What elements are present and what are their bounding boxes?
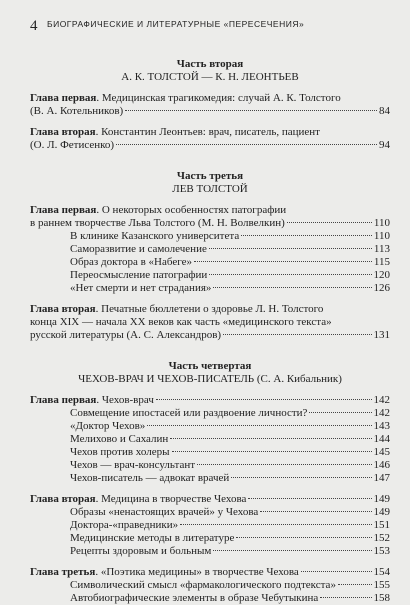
chapter-title: . Медицинская трагикомедия: случай А. К. Толстого [96,92,341,104]
dot-leader [248,498,371,499]
subsection-item [70,592,390,605]
page-ref: 94 [379,139,390,151]
page-ref: 142 [373,407,390,419]
subsection-title: Переосмысление патографии [70,269,208,281]
dot-leader [320,597,371,598]
dot-leader [116,144,377,145]
page-ref: 84 [379,105,390,117]
dot-leader [197,464,371,465]
toc-entry [30,126,390,152]
dot-leader [156,399,372,400]
running-title: БИОГРАФИЧЕСКИЕ И ЛИТЕРАТУРНЫЕ «ПЕРЕСЕЧЕНИЯ» [47,19,305,29]
dot-leader [172,451,372,452]
subsection-item [70,579,390,592]
chapter-author: русской литературы (А. С. Александров) [30,329,222,341]
dot-leader [209,248,372,249]
subsection-item [70,282,390,295]
page-ref: 153 [373,545,390,557]
subsection-item [70,433,390,446]
part-title: Часть третья [176,170,244,182]
page-number: 4 [30,18,38,34]
subsection-list [70,407,390,485]
table-of-contents [30,58,390,605]
toc-entry [30,566,390,605]
subsection-title: «Нет смерти и нет страдания» [70,282,212,294]
chapter-title: . Печатные бюллетени о здоровье Л. Н. Толстого [95,303,324,315]
page-header [30,18,304,35]
dot-leader [170,438,371,439]
page-ref: 147 [373,472,390,484]
page-ref: 144 [373,433,390,445]
part-three [30,170,390,342]
part-four [30,360,390,605]
part-title: Часть четвертая [168,360,252,372]
subsection-list [70,230,390,295]
chapter-title-cont: в раннем творчестве Льва Толстого (М. Н. Волвелкин) [30,217,285,229]
dot-leader [231,477,371,478]
page-ref: 158 [373,592,390,604]
subsection-item [70,519,390,532]
page-ref: 155 [373,579,390,591]
chapter-label: Глава вторая [30,126,96,138]
subsection-title: Чехов против холеры [70,446,170,458]
dot-leader [147,425,371,426]
chapter-label: Глава первая [30,204,97,216]
chapter-title: . О некоторых особенностях патографии [96,204,287,216]
dot-leader [213,287,371,288]
subsection-list [70,506,390,558]
subsection-title: Символический смысл «фармакологического подтекста» [70,579,336,591]
page-ref: 149 [373,493,390,505]
toc-entry [30,92,390,118]
subsection-title: Чехов — врач-консультант [70,459,196,471]
page-ref: 154 [373,566,390,578]
subsection-item [70,256,390,269]
page-ref: 142 [373,394,390,406]
page-ref: 151 [373,519,390,531]
dot-leader [236,537,371,538]
dot-leader [309,412,371,413]
subsection-item [70,532,390,545]
subsection-item [70,446,390,459]
page-ref: 113 [373,243,390,255]
subsection-list [70,579,390,605]
chapter-title-cont: конца XIX — начала XX веков как часть «медицинского текста» [30,316,332,328]
page-ref: 126 [373,282,390,294]
subsection-title: Медицинские методы в литературе [70,532,235,544]
subsection-title: Саморазвитие и самолечение [70,243,207,255]
toc-entry [30,303,390,342]
chapter-label: Глава первая [30,394,97,406]
part-subtitle: ЛЕВ ТОЛСТОЙ [172,183,248,195]
chapter-author: (О. Л. Фетисенко) [30,139,115,151]
dot-leader [213,550,371,551]
subsection-item [70,407,390,420]
subsection-item [70,506,390,519]
subsection-title: Мелихово и Сахалин [70,433,169,445]
dot-leader [223,334,371,335]
dot-leader [287,222,372,223]
page-ref: 115 [373,256,390,268]
dot-leader [209,274,371,275]
page-ref: 131 [373,329,390,341]
subsection-title: Совмещение ипостасей или раздвоение личности? [70,407,308,419]
page-ref: 110 [373,230,390,242]
chapter-label: Глава третья [30,566,96,578]
subsection-title: Рецепты здоровым и больным [70,545,212,557]
page-ref: 145 [373,446,390,458]
subsection-title: Автобиографические элементы в образе Чебутыкина [70,592,319,604]
part-subtitle: А. К. ТОЛСТОЙ — К. Н. ЛЕОНТЬЕВ [121,71,299,83]
chapter-author: (В. А. Котельников) [30,105,124,117]
subsection-title: «Доктор Чехов» [70,420,146,432]
toc-entry [30,204,390,295]
chapter-title: . «Поэтика медицины» в творчестве Чехова [95,566,299,578]
dot-leader [338,584,372,585]
dot-leader [301,571,372,572]
subsection-item [70,472,390,485]
subsection-item [70,243,390,256]
dot-leader [180,524,371,525]
dot-leader [125,110,377,111]
subsection-title: Образ доктора в «Набеге» [70,256,192,268]
subsection-title: В клинике Казанского университета [70,230,240,242]
part-two [30,58,390,152]
toc-entry [30,493,390,558]
subsection-title: Доктора-«праведники» [70,519,179,531]
part-subtitle: ЧЕХОВ-ВРАЧ И ЧЕХОВ-ПИСАТЕЛЬ (С. А. Кибальник) [78,373,342,385]
chapter-label: Глава вторая [30,493,96,505]
chapter-title: . Медицина в творчестве Чехова [95,493,247,505]
subsection-item [70,545,390,558]
chapter-title: . Константин Леонтьев: врач, писатель, пациент [95,126,320,138]
dot-leader [241,235,372,236]
page-ref: 120 [373,269,390,281]
chapter-title: . Чехов-врач [96,394,154,406]
subsection-item [70,420,390,433]
subsection-item [70,459,390,472]
page-ref: 152 [373,532,390,544]
part-title: Часть вторая [176,58,244,70]
dot-leader [194,261,372,262]
page-ref: 110 [373,217,390,229]
page-ref: 149 [373,506,390,518]
subsection-title: Образы «ненастоящих врачей» у Чехова [70,506,259,518]
dot-leader [260,511,371,512]
subsection-item [70,269,390,282]
chapter-label: Глава вторая [30,303,96,315]
subsection-item [70,230,390,243]
toc-entry [30,394,390,485]
subsection-title: Чехов-писатель — адвокат врачей [70,472,230,484]
page-ref: 143 [373,420,390,432]
page-ref: 146 [373,459,390,471]
chapter-label: Глава первая [30,92,97,104]
